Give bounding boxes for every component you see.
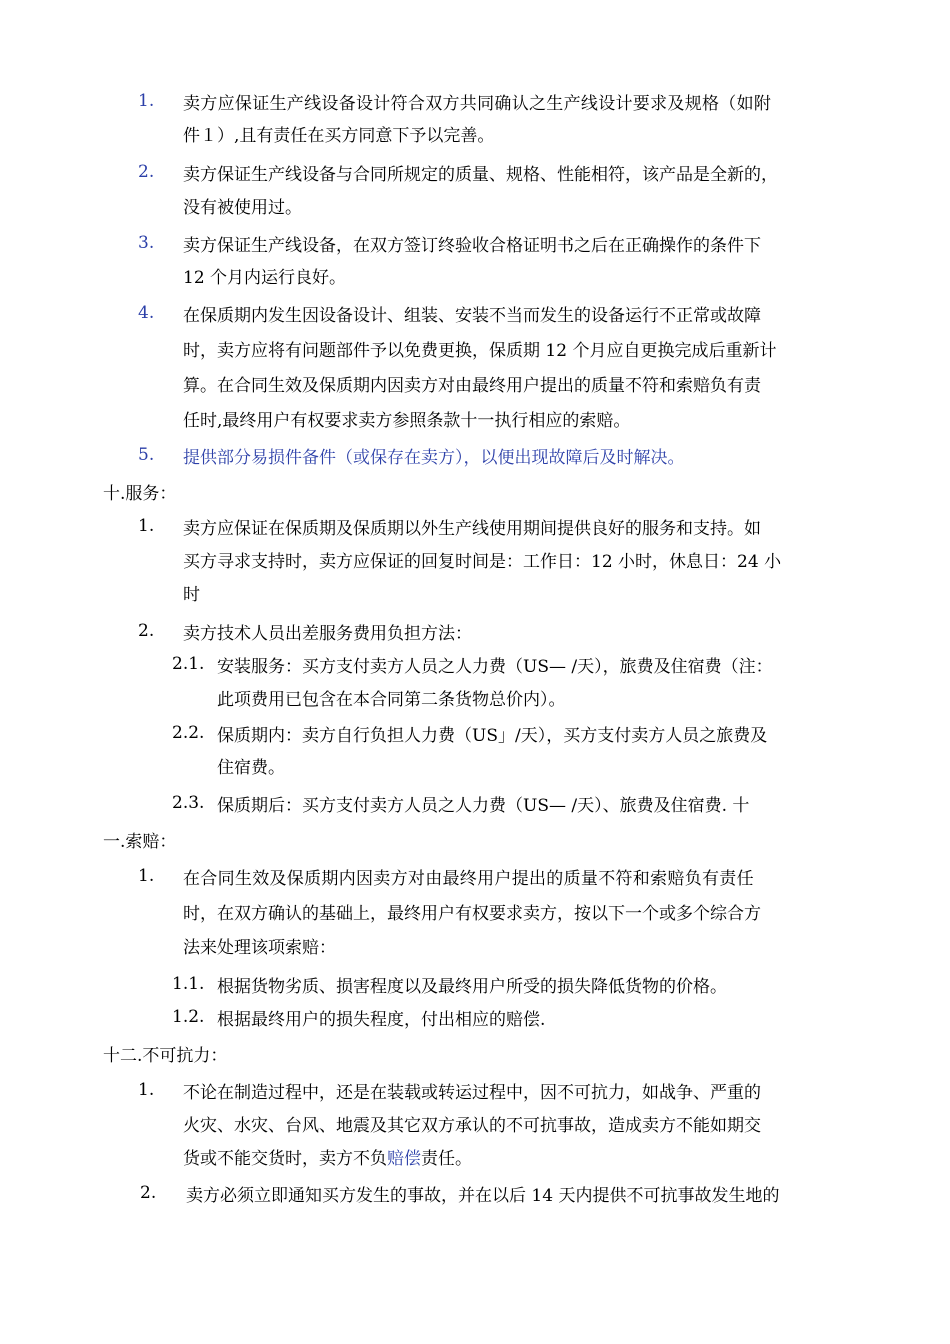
paragraph-line: 卖方应保证生产线设备设计符合双方共同确认之生产线设计要求及规格（如附 [183,94,772,114]
paragraph-line: 卖方保证生产线设备与合同所规定的质量、规格、性能相符，该产品是全新的， [183,165,778,185]
list-number: 4. [138,303,155,323]
list-number: 2.1. [172,654,205,674]
list-number: 1.1. [172,974,205,994]
list-number: 1. [138,1080,155,1100]
paragraph-line: 此项费用已包含在本合同第二条货物总价内）。 [217,690,566,710]
paragraph-line: 买方寻求支持时，卖方应保证的回复时间是：工作日：12 小时，休息日：24 小 [183,552,782,572]
paragraph-line: 时，卖方应将有问题部件予以免费更换，保质期 12 个月应自更换完成后重新计 [183,341,777,361]
text-segment: 货或不能交货时，卖方不负 [183,1149,387,1169]
paragraph-line: 根据最终用户的损失程度，付出相应的赔偿. [217,1010,546,1030]
paragraph-line: 卖方技术人员出差服务费用负担方法： [183,624,472,644]
paragraph-line: 没有被使用过。 [183,198,302,218]
list-number: 1. [138,866,155,886]
paragraph-line: 保质期内：卖方自行负担人力费（US」/天），买方支付卖方人员之旅费及 [217,726,768,746]
paragraph-line: 卖方应保证在保质期及保质期以外生产线使用期间提供良好的服务和支持。如 [183,519,761,539]
paragraph-line: 火灾、水灾、台风、地震及其它双方承认的不可抗事故，造成卖方不能如期交 [183,1116,761,1136]
list-number: 2.3. [172,793,205,813]
paragraph-line: 任时,最终用户有权要求卖方参照条款十一执行相应的索赔。 [183,411,631,431]
paragraph-line: 住宿费。 [217,758,285,778]
paragraph-line: 不论在制造过程中，还是在装载或转运过程中，因不可抗力，如战争、严重的 [183,1083,761,1103]
paragraph-line: 时，在双方确认的基础上，最终用户有权要求卖方，按以下一个或多个综合方 [183,904,761,924]
paragraph-line: 在合同生效及保质期内因卖方对由最终用户提出的质量不符和索赔负有责任 [183,869,754,889]
paragraph-line: 提供部分易损件备件（或保存在卖方），以便出现故障后及时解决。 [183,448,685,468]
paragraph-line [183,1144,472,1169]
list-number: 1.2. [172,1007,205,1027]
section-heading-claims: 一.索赔： [103,832,177,852]
paragraph-line: 卖方保证生产线设备，在双方签订终验收合格证明书之后在正确操作的条件下 [183,236,761,256]
paragraph-line: 法来处理该项索赔： [183,938,336,958]
list-number: 2. [138,621,155,641]
list-number: 2.2. [172,723,205,743]
paragraph-line: 安装服务：买方支付卖方人员之人力费（US— /天），旅费及住宿费（注： [217,657,773,677]
paragraph-line: 在保质期内发生因设备设计、组装、安装不当而发生的设备运行不正常或故障 [183,306,761,326]
list-number: 5. [138,445,155,465]
paragraph-line: 算。在合同生效及保质期内因卖方对由最终用户提出的质量不符和索赔负有责 [183,376,761,396]
compensation-link[interactable]: 赔偿 [387,1149,421,1169]
list-number: 2. [138,162,155,182]
paragraph-line: 保质期后：买方支付卖方人员之人力费（US— /天）、旅费及住宿费. 十 [217,796,750,816]
paragraph-line: 件１）,且有责任在买方同意下予以完善。 [183,126,495,146]
paragraph-line: 时 [183,585,200,605]
list-number: 1. [138,91,155,111]
list-number: 1. [138,516,155,536]
paragraph-line: 12 个月内运行良好。 [183,268,347,288]
paragraph-line: 卖方必须立即通知买方发生的事故，并在以后 14 天内提供不可抗事故发生地的 [186,1186,780,1206]
section-heading-service: 十.服务： [103,484,177,504]
list-number: 3. [138,233,155,253]
section-heading-force-majeure: 十二.不可抗力： [103,1046,228,1066]
paragraph-line: 根据货物劣质、损害程度以及最终用户所受的损失降低货物的价格。 [217,977,727,997]
text-segment: 责任。 [421,1149,472,1169]
list-number: 2. [140,1183,157,1203]
